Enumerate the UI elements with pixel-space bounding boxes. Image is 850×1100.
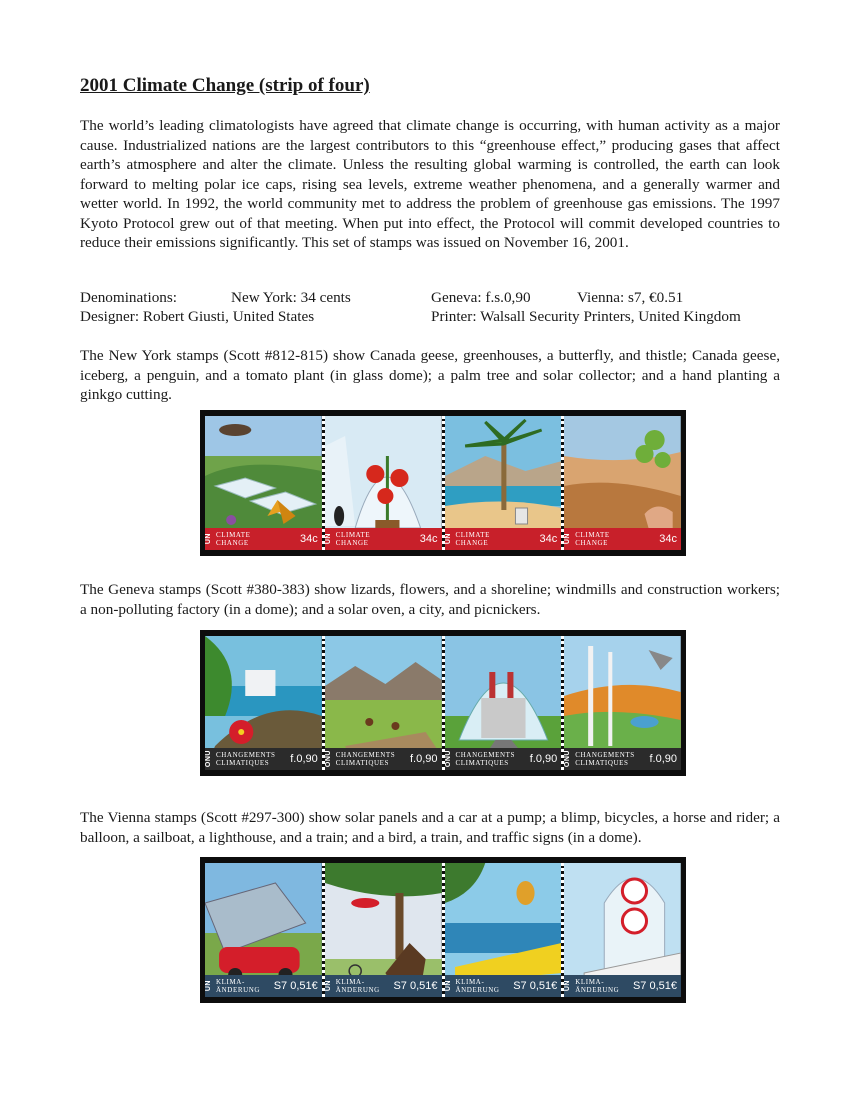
geneva-description: The Geneva stamps (Scott #380-383) show lizards, flowers, and a shoreline; windmills and construction workers; a non-polluting factory (in a dome); and a solar oven, a city, and picnickers. bbox=[80, 581, 780, 618]
new-york-description: The New York stamps (Scott #812-815) show Canada geese, greenhouses, a butterfly, and thistle; Canada geese, iceberg, a penguin, and a tomato plant (in glass dome); a palm tree and solar collector; and a hand planting a ginkgo cutting. bbox=[80, 347, 780, 403]
denomination-value: S7 0,51€ bbox=[273, 980, 318, 992]
caption-line-2: ÄNDERUNG bbox=[216, 986, 261, 994]
new-york-stamp bbox=[564, 416, 681, 550]
geneva-denomination: Geneva: f.s.0,90 bbox=[431, 289, 531, 306]
un-logo: UN bbox=[564, 533, 572, 545]
stamp-caption-band bbox=[205, 748, 322, 770]
new-york-stamp bbox=[445, 416, 565, 550]
geneva-stamp bbox=[205, 636, 325, 770]
un-logo: UN bbox=[324, 980, 332, 992]
vienna-description: The Vienna stamps (Scott #297-300) show solar panels and a car at a pump; a blimp, bicycles, a horse and rider; a balloon, a sailboat, a lighthouse, and a train; and a bird, a train, and traffic signs (in a dome). bbox=[80, 809, 780, 846]
vienna-stamp bbox=[205, 863, 325, 997]
stamp-caption-band bbox=[205, 975, 322, 997]
geneva-stamp-strip bbox=[200, 630, 686, 776]
un-logo: UN bbox=[205, 533, 212, 545]
un-logo: UN bbox=[564, 980, 572, 992]
caption-line-1: CHANGEMENTS bbox=[216, 751, 276, 759]
denominations-label: Denominations: bbox=[80, 289, 178, 306]
intro-paragraph: The world’s leading climatologists have agreed that climate change is occurring, with human activity as a major cause. Industrialized nations are the largest contributors to this “greenhouse effect,” producing gases that affect earth’s atmosphere and alter the climate. Unless the resulting global warming is controlled, the earth can look forward to melting polar ice caps, rising sea levels, extreme weather phenomena, and a generally warmer and wetter world. In 1992, the world community met to address the problem of greenhouse gas emissions. The 1997 Kyoto Protocol grew out of that meeting. When put into effect, the Protocol will commit developed countries to reduce their emissions significantly. This set of stamps was issued on November 16, 2001. bbox=[80, 117, 780, 251]
geneva-stamp bbox=[445, 636, 565, 770]
caption-line-1: KLIMA- bbox=[335, 978, 365, 986]
denomination-value: f.0,90 bbox=[409, 753, 438, 765]
stamp-caption-band bbox=[564, 975, 681, 997]
denomination-value: S7 0,51€ bbox=[513, 980, 558, 992]
geneva-stamp bbox=[564, 636, 681, 770]
denomination-value: f.0,90 bbox=[290, 753, 318, 765]
caption-line-2: ÄNDERUNG bbox=[455, 986, 500, 994]
caption-line-2: CHANGE bbox=[335, 539, 369, 547]
new-york-denomination: New York: 34 cents bbox=[231, 289, 351, 306]
caption-line-1: KLIMA- bbox=[455, 978, 485, 986]
caption-line-1: KLIMA- bbox=[216, 978, 245, 986]
denomination-value: f.0,90 bbox=[649, 753, 677, 765]
vienna-stamp bbox=[325, 863, 445, 997]
caption-line-2: CHANGE bbox=[455, 539, 489, 547]
caption-line-2: CLIMATIQUES bbox=[575, 759, 629, 767]
un-logo: UN bbox=[444, 980, 452, 992]
denomination-value: S7 0,51€ bbox=[393, 980, 438, 992]
caption-line-2: CHANGE bbox=[575, 539, 609, 547]
page-title: 2001 Climate Change (strip of four) bbox=[80, 75, 370, 96]
geneva-stamp bbox=[325, 636, 445, 770]
caption-line-1: KLIMA- bbox=[575, 978, 605, 986]
stamp-caption-band bbox=[445, 748, 562, 770]
stamp-caption-band bbox=[564, 528, 681, 550]
caption-line-2: ÄNDERUNG bbox=[575, 986, 620, 994]
caption-line-2: CLIMATIQUES bbox=[455, 759, 509, 767]
stamp-caption-band bbox=[445, 528, 562, 550]
un-logo: UN bbox=[205, 980, 212, 992]
caption-line-1: CHANGEMENTS bbox=[335, 751, 396, 759]
designer-credit: Designer: Robert Giusti, United States bbox=[80, 308, 315, 325]
stamp-caption-band bbox=[325, 748, 442, 770]
caption-line-2: ÄNDERUNG bbox=[335, 986, 380, 994]
caption-line-1: CHANGEMENTS bbox=[455, 751, 515, 759]
vienna-stamp-strip bbox=[200, 857, 686, 1003]
caption-line-2: CLIMATIQUES bbox=[216, 759, 270, 767]
denomination-value: f.0,90 bbox=[529, 753, 558, 765]
caption-line-1: CLIMATE bbox=[455, 531, 491, 539]
un-logo: UN bbox=[444, 533, 452, 545]
denomination-value: S7 0,51€ bbox=[632, 980, 677, 992]
denomination-value: 34c bbox=[419, 533, 438, 545]
vienna-stamp bbox=[564, 863, 681, 997]
new-york-stamp bbox=[325, 416, 445, 550]
caption-line-1: CHANGEMENTS bbox=[575, 751, 635, 759]
vienna-denomination: Vienna: s7, €0.51 bbox=[577, 289, 684, 306]
caption-line-1: CLIMATE bbox=[335, 531, 371, 539]
caption-line-1: CLIMATE bbox=[575, 531, 610, 539]
stamp-details bbox=[80, 288, 780, 326]
caption-line-2: CHANGE bbox=[216, 539, 249, 547]
stamp-caption-band bbox=[325, 975, 442, 997]
stamp-caption-band bbox=[564, 748, 681, 770]
denomination-value: 34c bbox=[659, 533, 677, 545]
denomination-value: 34c bbox=[300, 533, 318, 545]
un-logo: ONU bbox=[205, 750, 212, 768]
caption-line-2: CLIMATIQUES bbox=[335, 759, 390, 767]
vienna-stamp bbox=[445, 863, 565, 997]
un-logo: ONU bbox=[444, 750, 452, 768]
stamp-caption-band bbox=[325, 528, 442, 550]
stamp-caption-band bbox=[445, 975, 562, 997]
new-york-stamp-strip bbox=[200, 410, 686, 556]
un-logo: ONU bbox=[564, 750, 572, 768]
un-logo: UN bbox=[324, 533, 332, 545]
stamp-caption-band bbox=[205, 528, 322, 550]
un-logo: ONU bbox=[324, 750, 332, 768]
denomination-value: 34c bbox=[539, 533, 558, 545]
new-york-stamp bbox=[205, 416, 325, 550]
caption-line-1: CLIMATE bbox=[216, 531, 251, 539]
printer-credit: Printer: Walsall Security Printers, United Kingdom bbox=[431, 308, 741, 325]
